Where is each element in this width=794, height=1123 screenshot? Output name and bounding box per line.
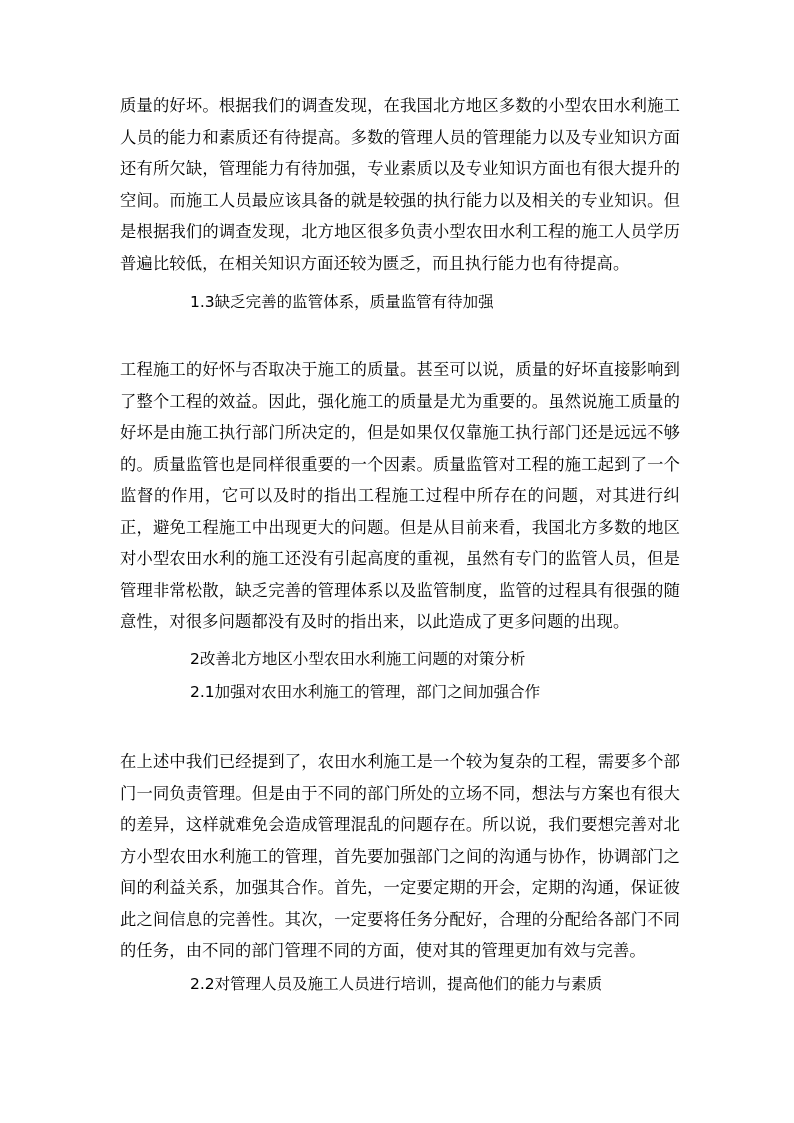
paragraph-department-cooperation: 在上述中我们已经提到了，农田水利施工是一个较为复杂的工程，需要多个部门一同负责管理。但是由于不同的部门所处的立场不同，想法与方案也有很大的差异，这样就难免会造成管理混乱的问题存在。所以说，我们要想完善对北方小型农田水利施工的管理，首先要加强部门之间的沟通与协作，协调部门之间的利益关系，加强其合作。首先，一定要定期的开会，定期的沟通，保证彼此之间信息的完善性。其次，一定要将任务分配好，合理的分配给各部门不同的任务，由不同的部门管理不同的方面，使对其的管理更加有效与完善。 bbox=[120, 752, 680, 960]
section-heading-2-2: 2.2对管理人员及施工人员进行培训，提高他们的能力与素质 bbox=[190, 975, 603, 993]
section-heading-1-3: 1.3缺乏完善的监管体系，质量监管有待加强 bbox=[190, 293, 494, 311]
paragraph-personnel-quality: 质量的好坏。根据我们的调查发现，在我国北方地区多数的小型农田水利施工人员的能力和素质还有待提高。多数的管理人员的管理能力以及专业知识方面还有所欠缺，管理能力有待加强，专业素质以及专业知识方面也有很大提升的空间。而施工人员最应该具备的就是较强的执行能力以及相关的专业知识。但是根据我们的调查发现，北方地区很多负责小型农田水利工程的施工人员学历普遍比较低，在相关知识方面还较为匮乏，而且执行能力也有待提高。 bbox=[120, 96, 680, 273]
paragraph-quality-supervision: 工程施工的好怀与否取决于施工的质量。甚至可以说，质量的好坏直接影响到了整个工程的效益。因此，强化施工的质量是尤为重要的。虽然说施工质量的好坏是由施工执行部门所决定的，但是如果仅仅靠施工执行部门还是远远不够的。质量监管也是同样很重要的一个因素。质量监管对工程的施工起到了一个监督的作用，它可以及时的指出工程施工过程中所存在的问题，对其进行纠正，避免工程施工中出现更大的问题。但是从目前来看，我国北方多数的地区对小型农田水利的施工还没有引起高度的重视，虽然有专门的监管人员，但是管理非常松散，缺乏完善的管理体系以及监管制度，监管的过程具有很强的随意性，对很多问题都没有及时的指出来，以此造成了更多问题的出现。 bbox=[120, 360, 680, 631]
section-heading-2: 2改善北方地区小型农田水利施工问题的对策分析 bbox=[190, 650, 526, 668]
section-heading-2-1: 2.1加强对农田水利施工的管理，部门之间加强合作 bbox=[190, 683, 541, 701]
